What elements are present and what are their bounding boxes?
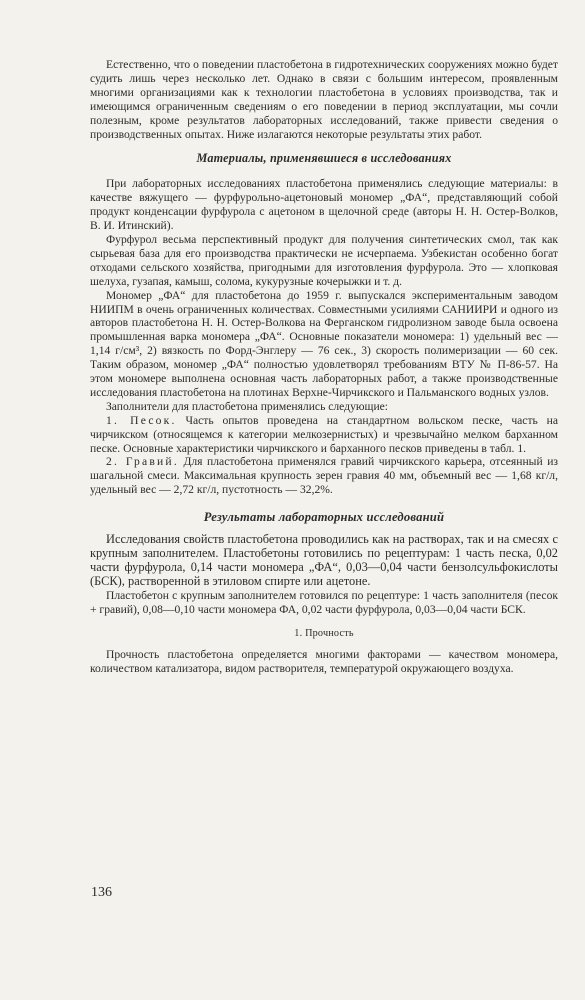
gravel-text: Для пластобетона применялся гравий чирчикского карьера, отсеянный из шагальной смеси. Максимальная крупность зерен гравия 40 мм, объемный вес — 1,68 кг/л, удельный вес — 2,72 кг/л, пустотность — 32,2%. [90, 455, 558, 497]
materials-paragraph-gravel [90, 455, 558, 497]
materials-paragraph-4: Заполнители для пластобетона применялись следующие: [106, 399, 389, 413]
materials-paragraph-sand [90, 414, 558, 456]
strength-heading: 1. Прочность [294, 627, 354, 639]
gravel-label: 2. Гравий. [106, 455, 179, 469]
intro-paragraph: Естественно, что о поведении пластобетона в гидротехнических сооружениях можно будет судить лишь через несколько лет. Однако в связи с большим интересом, проявленным многими организациями как к технологии пластобетона в условиях производства, так и имеющимся ограниченным сведениям о его поведении в период эксплуатации, мы сочли полезным, кроме результатов лабораторных исследований, также привести сведения о производственных опытах. Ниже излагаются некоторые результаты этих работ. [90, 58, 558, 141]
strength-paragraph: Прочность пластобетона определяется многими факторами — качеством мономера, количеством катализатора, видом растворителя, температурой окружающего воздуха. [90, 648, 558, 676]
page-number: 136 [91, 885, 112, 900]
results-heading: Результаты лабораторных исследований [203, 510, 445, 525]
sand-text: Часть опытов проведена на стандартном вольском песке, часть на чирчикском (относящемся к категории мелкозернистых) и чрезвычайно мелком барханном песке. Основные характеристики чирчикского и барханного песков приведены в табл. 1. [90, 413, 558, 455]
text-column [90, 58, 558, 676]
materials-paragraph-2: Фурфурол весьма перспективный продукт для получения синтетических смол, так как сырьевая база для его производства практически не исчерпаема. Узбекистан особенно богат отходами сельского хозяйства, пригодными для изготовления фурфурола. Это — хлопковая шелуха, гузапая, камыш, солома, кукурузные кочерыжки и т. д. [90, 232, 558, 288]
sand-label: 1. Песок. [106, 413, 177, 427]
materials-heading: Материалы, применявшиеся в исследованиях [196, 151, 452, 166]
materials-paragraph-3: Мономер „ФА“ для пластобетона до 1959 г. выпускался экспериментальным заводом НИИПМ в очень ограниченных количествах. Совместными усилиями САНИИРИ и одного из авторов пластобетона Н. Н. Остер-Волкова на Ферганском гидролизном заводе была освоена промышленная варка мономера „ФА“. Основные показатели мономера: 1) удельный вес — 1,14 г/см³, 2) вязкость по Форд-Энглеру — 76 сек., 3) скорость полимеризации — 60 сек. Таким образом, мономер „ФА“ полностью удовлетворял требованиям ВТУ № П-86-57. На этом мономере выполнена основная часть лабораторных работ, а также производственные исследования пластобетона на плотинах Верхне-Чирчикского и Пальманского водных узлов. [90, 288, 558, 399]
results-paragraph-1: Исследования свойств пластобетона проводились как на растворах, так и на смесях с крупным заполнителем. Пластобетоны готовились по рецептурам: 1 часть песка, 0,02 части фурфурола, 0,14 части мономера „ФА“, 0,03—0,04 части бензолсульфокислоты (БСК), растворенной в этиловом спирте или ацетоне. [90, 532, 558, 588]
results-paragraph-2: Пластобетон с крупным заполнителем готовился по рецептуре: 1 часть заполнителя (песок + гравий), 0,08—0,10 части мономера ФА, 0,02 части фурфурола, 0,03—0,04 части БСК. [90, 588, 558, 616]
materials-paragraph-1: При лабораторных исследованиях пластобетона применялись следующие материалы: в качестве вяжущего — фурфурольно-ацетоновый мономер „ФА“, представляющий собой продукт конденсации фурфурола с ацетоном в щелочной среде (авторы Н. Н. Остер-Волков, В. И. Итинский). [90, 177, 558, 233]
